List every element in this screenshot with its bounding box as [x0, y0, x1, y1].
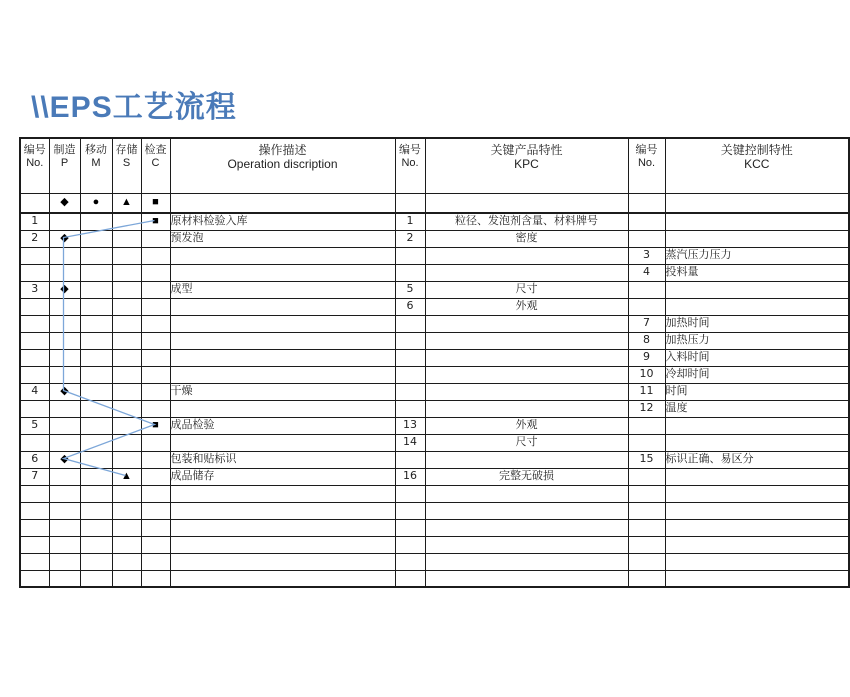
cell-c: [141, 553, 170, 570]
cell-op: [170, 247, 395, 264]
cell-kcc: 蒸汽压力压力: [665, 247, 849, 264]
table-row: [20, 247, 849, 264]
cell-kcc: [665, 298, 849, 315]
table-row: [20, 298, 849, 315]
header-operation-description: 操作描述 Operation discription: [170, 138, 395, 193]
cell-kpc: [425, 536, 628, 553]
cell-p: [49, 298, 80, 315]
cell-kpc: [425, 570, 628, 587]
cell-s: [112, 332, 141, 349]
cell-p: [49, 570, 80, 587]
cell-c: [141, 349, 170, 366]
cell-kcc-no: [628, 417, 665, 434]
table-row: [20, 570, 849, 587]
move-circle-icon: ●: [80, 193, 112, 213]
cell-kpc: [425, 366, 628, 383]
cell-kcc: 入料时间: [665, 349, 849, 366]
cell-kpc: [425, 247, 628, 264]
cell-kcc: [665, 485, 849, 502]
cell-m: [80, 230, 112, 247]
cell-c: [141, 400, 170, 417]
cell-kcc-no: 8: [628, 332, 665, 349]
cell-kpc-no: [395, 366, 425, 383]
cell-no: 6: [20, 451, 49, 468]
manufacture-diamond-icon: ◆: [49, 193, 80, 213]
table-row: [20, 417, 849, 434]
cell-kcc: 时间: [665, 383, 849, 400]
cell-no: [20, 519, 49, 536]
cell-no: 7: [20, 468, 49, 485]
cell-op: 包装和贴标识: [170, 451, 395, 468]
cell-m: [80, 400, 112, 417]
cell-kpc: [425, 485, 628, 502]
cell-s: [112, 434, 141, 451]
cell-kpc-no: 2: [395, 230, 425, 247]
cell-c: [141, 519, 170, 536]
cell-kpc: [425, 349, 628, 366]
cell-kcc-no: [628, 553, 665, 570]
cell-kcc-no: [628, 468, 665, 485]
cell-kpc-no: [395, 264, 425, 281]
table-row: [20, 315, 849, 332]
cell-no: [20, 332, 49, 349]
cell-kpc-no: [395, 519, 425, 536]
cell-kcc-no: [628, 281, 665, 298]
cell-kpc-no: [395, 553, 425, 570]
cell-c: [141, 315, 170, 332]
cell-s: [112, 366, 141, 383]
cell-s: [112, 213, 141, 230]
cell-p: [49, 366, 80, 383]
cell-kcc-no: [628, 298, 665, 315]
cell-kcc: 温度: [665, 400, 849, 417]
legend-empty: [628, 193, 665, 213]
cell-kpc-no: [395, 536, 425, 553]
cell-kpc: [425, 519, 628, 536]
cell-m: [80, 366, 112, 383]
cell-s: [112, 281, 141, 298]
cell-kpc-no: 6: [395, 298, 425, 315]
cell-op: [170, 519, 395, 536]
cell-c: [141, 485, 170, 502]
cell-op: 成品储存: [170, 468, 395, 485]
cell-kcc-no: [628, 536, 665, 553]
cell-kcc: [665, 553, 849, 570]
cell-kcc: [665, 502, 849, 519]
cell-p: [49, 502, 80, 519]
cell-kpc-no: [395, 383, 425, 400]
symbol-legend-row: [20, 193, 849, 213]
cell-m: [80, 264, 112, 281]
cell-s: [112, 349, 141, 366]
cell-op: [170, 349, 395, 366]
cell-op: [170, 570, 395, 587]
cell-kpc: 尺寸: [425, 434, 628, 451]
header-no-kpc: 编号 No.: [395, 138, 425, 193]
manufacture-diamond-icon: ◆: [49, 281, 80, 298]
header-manufacture-p: 制造 P: [49, 138, 80, 193]
cell-m: [80, 298, 112, 315]
cell-p: [49, 213, 80, 230]
cell-kpc-no: [395, 485, 425, 502]
cell-m: [80, 213, 112, 230]
cell-no: 4: [20, 383, 49, 400]
manufacture-diamond-icon: ◆: [49, 451, 80, 468]
cell-kcc: 标识正确、易区分: [665, 451, 849, 468]
cell-kpc-no: [395, 451, 425, 468]
cell-kcc-no: 9: [628, 349, 665, 366]
cell-c: [141, 502, 170, 519]
table-row: [20, 366, 849, 383]
cell-kpc-no: 5: [395, 281, 425, 298]
cell-m: [80, 332, 112, 349]
cell-kcc: 加热压力: [665, 332, 849, 349]
cell-kpc: [425, 553, 628, 570]
cell-op: 成品检验: [170, 417, 395, 434]
page-title: \\EPS工艺流程: [31, 91, 237, 124]
legend-empty: [395, 193, 425, 213]
cell-kpc-no: 16: [395, 468, 425, 485]
cell-kcc-no: 4: [628, 264, 665, 281]
cell-s: [112, 570, 141, 587]
cell-op: 原材料检验入库: [170, 213, 395, 230]
table-row: [20, 468, 849, 485]
cell-m: [80, 315, 112, 332]
cell-kcc: [665, 434, 849, 451]
cell-kcc: 冷却时间: [665, 366, 849, 383]
cell-kcc-no: 3: [628, 247, 665, 264]
cell-kcc: [665, 213, 849, 230]
cell-kcc-no: 11: [628, 383, 665, 400]
cell-kcc-no: [628, 485, 665, 502]
cell-kpc: [425, 502, 628, 519]
cell-no: [20, 349, 49, 366]
cell-kpc: [425, 332, 628, 349]
cell-p: [49, 349, 80, 366]
header-storage-s: 存储 S: [112, 138, 141, 193]
cell-c: [141, 332, 170, 349]
cell-kpc: 外观: [425, 298, 628, 315]
cell-no: [20, 536, 49, 553]
header-no: 编号 No.: [20, 138, 49, 193]
cell-kpc-no: [395, 315, 425, 332]
table-body: [20, 213, 849, 587]
cell-kpc: 粒径、发泡剂含量、材料牌号: [425, 213, 628, 230]
cell-kcc: 加热时间: [665, 315, 849, 332]
cell-op: [170, 536, 395, 553]
cell-c: [141, 366, 170, 383]
cell-kcc-no: 7: [628, 315, 665, 332]
cell-c: [141, 230, 170, 247]
cell-s: [112, 519, 141, 536]
cell-no: [20, 553, 49, 570]
cell-kcc: 投料量: [665, 264, 849, 281]
cell-p: [49, 332, 80, 349]
cell-kpc: [425, 451, 628, 468]
cell-op: [170, 315, 395, 332]
cell-op: [170, 400, 395, 417]
header-kpc: 关键产品特性 KPC: [425, 138, 628, 193]
cell-kcc-no: 15: [628, 451, 665, 468]
cell-kcc: [665, 281, 849, 298]
cell-s: [112, 315, 141, 332]
cell-kcc: [665, 536, 849, 553]
cell-op: 预发泡: [170, 230, 395, 247]
storage-triangle-icon: ▲: [112, 468, 141, 485]
cell-p: [49, 417, 80, 434]
cell-kcc-no: [628, 519, 665, 536]
cell-kpc-no: [395, 570, 425, 587]
cell-s: [112, 247, 141, 264]
cell-no: 3: [20, 281, 49, 298]
header-inspect-c: 检查 C: [141, 138, 170, 193]
cell-p: [49, 434, 80, 451]
cell-c: [141, 434, 170, 451]
header-move-m: 移动 M: [80, 138, 112, 193]
cell-op: [170, 502, 395, 519]
cell-kpc: [425, 264, 628, 281]
cell-kcc: [665, 570, 849, 587]
cell-op: [170, 366, 395, 383]
cell-no: [20, 315, 49, 332]
table-row: [20, 485, 849, 502]
cell-m: [80, 468, 112, 485]
cell-c: [141, 468, 170, 485]
cell-kpc-no: [395, 247, 425, 264]
table-row: [20, 383, 849, 400]
cell-kpc-no: [395, 400, 425, 417]
cell-m: [80, 502, 112, 519]
legend-empty: [425, 193, 628, 213]
cell-kpc-no: [395, 502, 425, 519]
table-header-row: [20, 138, 849, 193]
cell-kpc: [425, 315, 628, 332]
cell-p: [49, 519, 80, 536]
header-no-kcc: 编号 No.: [628, 138, 665, 193]
table-row: [20, 536, 849, 553]
cell-kcc-no: 12: [628, 400, 665, 417]
cell-kcc-no: [628, 213, 665, 230]
cell-op: [170, 298, 395, 315]
cell-kcc-no: 10: [628, 366, 665, 383]
cell-m: [80, 451, 112, 468]
table-row: [20, 451, 849, 468]
cell-no: [20, 502, 49, 519]
cell-s: [112, 553, 141, 570]
cell-p: [49, 315, 80, 332]
cell-no: [20, 400, 49, 417]
cell-no: [20, 298, 49, 315]
cell-c: [141, 536, 170, 553]
cell-m: [80, 417, 112, 434]
cell-p: [49, 468, 80, 485]
cell-kcc: [665, 519, 849, 536]
manufacture-diamond-icon: ◆: [49, 383, 80, 400]
cell-c: [141, 383, 170, 400]
table-row: [20, 281, 849, 298]
table-row: [20, 434, 849, 451]
cell-m: [80, 383, 112, 400]
cell-kcc-no: [628, 434, 665, 451]
cell-p: [49, 536, 80, 553]
cell-s: [112, 502, 141, 519]
cell-no: [20, 570, 49, 587]
cell-m: [80, 570, 112, 587]
cell-m: [80, 434, 112, 451]
cell-kpc: [425, 400, 628, 417]
cell-s: [112, 400, 141, 417]
table-row: [20, 349, 849, 366]
cell-no: [20, 247, 49, 264]
cell-s: [112, 451, 141, 468]
header-kcc: 关键控制特性 KCC: [665, 138, 849, 193]
cell-no: [20, 366, 49, 383]
table-row: [20, 332, 849, 349]
cell-s: [112, 230, 141, 247]
cell-m: [80, 553, 112, 570]
process-flow-table: [19, 137, 850, 588]
cell-kpc-no: 1: [395, 213, 425, 230]
cell-op: [170, 553, 395, 570]
cell-no: 1: [20, 213, 49, 230]
cell-m: [80, 281, 112, 298]
table-row: [20, 519, 849, 536]
inspect-square-icon: ■: [141, 193, 170, 213]
cell-op: 干燥: [170, 383, 395, 400]
cell-kpc-no: [395, 332, 425, 349]
cell-kpc-no: 13: [395, 417, 425, 434]
cell-op: 成型: [170, 281, 395, 298]
manufacture-diamond-icon: ◆: [49, 230, 80, 247]
cell-c: [141, 264, 170, 281]
table-row: [20, 230, 849, 247]
cell-op: [170, 485, 395, 502]
cell-kcc-no: [628, 570, 665, 587]
cell-kpc-no: 14: [395, 434, 425, 451]
cell-op: [170, 434, 395, 451]
cell-p: [49, 400, 80, 417]
cell-m: [80, 247, 112, 264]
cell-c: [141, 570, 170, 587]
storage-triangle-icon: ▲: [112, 193, 141, 213]
cell-no: 5: [20, 417, 49, 434]
cell-op: [170, 332, 395, 349]
cell-kpc: 外观: [425, 417, 628, 434]
cell-kcc: [665, 468, 849, 485]
cell-m: [80, 485, 112, 502]
table-row: [20, 553, 849, 570]
legend-empty: [170, 193, 395, 213]
table-row: [20, 502, 849, 519]
cell-p: [49, 264, 80, 281]
cell-no: [20, 485, 49, 502]
legend-empty: [20, 193, 49, 213]
table-row: [20, 400, 849, 417]
cell-m: [80, 519, 112, 536]
cell-s: [112, 298, 141, 315]
legend-empty: [665, 193, 849, 213]
cell-s: [112, 485, 141, 502]
cell-op: [170, 264, 395, 281]
cell-c: [141, 451, 170, 468]
cell-p: [49, 247, 80, 264]
cell-no: [20, 264, 49, 281]
cell-no: [20, 434, 49, 451]
cell-p: [49, 485, 80, 502]
cell-c: [141, 281, 170, 298]
cell-kpc: [425, 383, 628, 400]
cell-p: [49, 553, 80, 570]
cell-kcc: [665, 230, 849, 247]
cell-no: 2: [20, 230, 49, 247]
cell-kcc-no: [628, 502, 665, 519]
cell-kpc: 尺寸: [425, 281, 628, 298]
cell-s: [112, 536, 141, 553]
inspect-square-icon: ■: [141, 213, 170, 230]
cell-c: [141, 298, 170, 315]
cell-c: [141, 247, 170, 264]
cell-kpc-no: [395, 349, 425, 366]
inspect-square-icon: ■: [141, 417, 170, 434]
cell-kpc: 完整无破损: [425, 468, 628, 485]
cell-s: [112, 417, 141, 434]
cell-m: [80, 536, 112, 553]
cell-m: [80, 349, 112, 366]
cell-s: [112, 383, 141, 400]
cell-kcc-no: [628, 230, 665, 247]
table-row: [20, 213, 849, 230]
table-row: [20, 264, 849, 281]
cell-kcc: [665, 417, 849, 434]
cell-s: [112, 264, 141, 281]
cell-kpc: 密度: [425, 230, 628, 247]
